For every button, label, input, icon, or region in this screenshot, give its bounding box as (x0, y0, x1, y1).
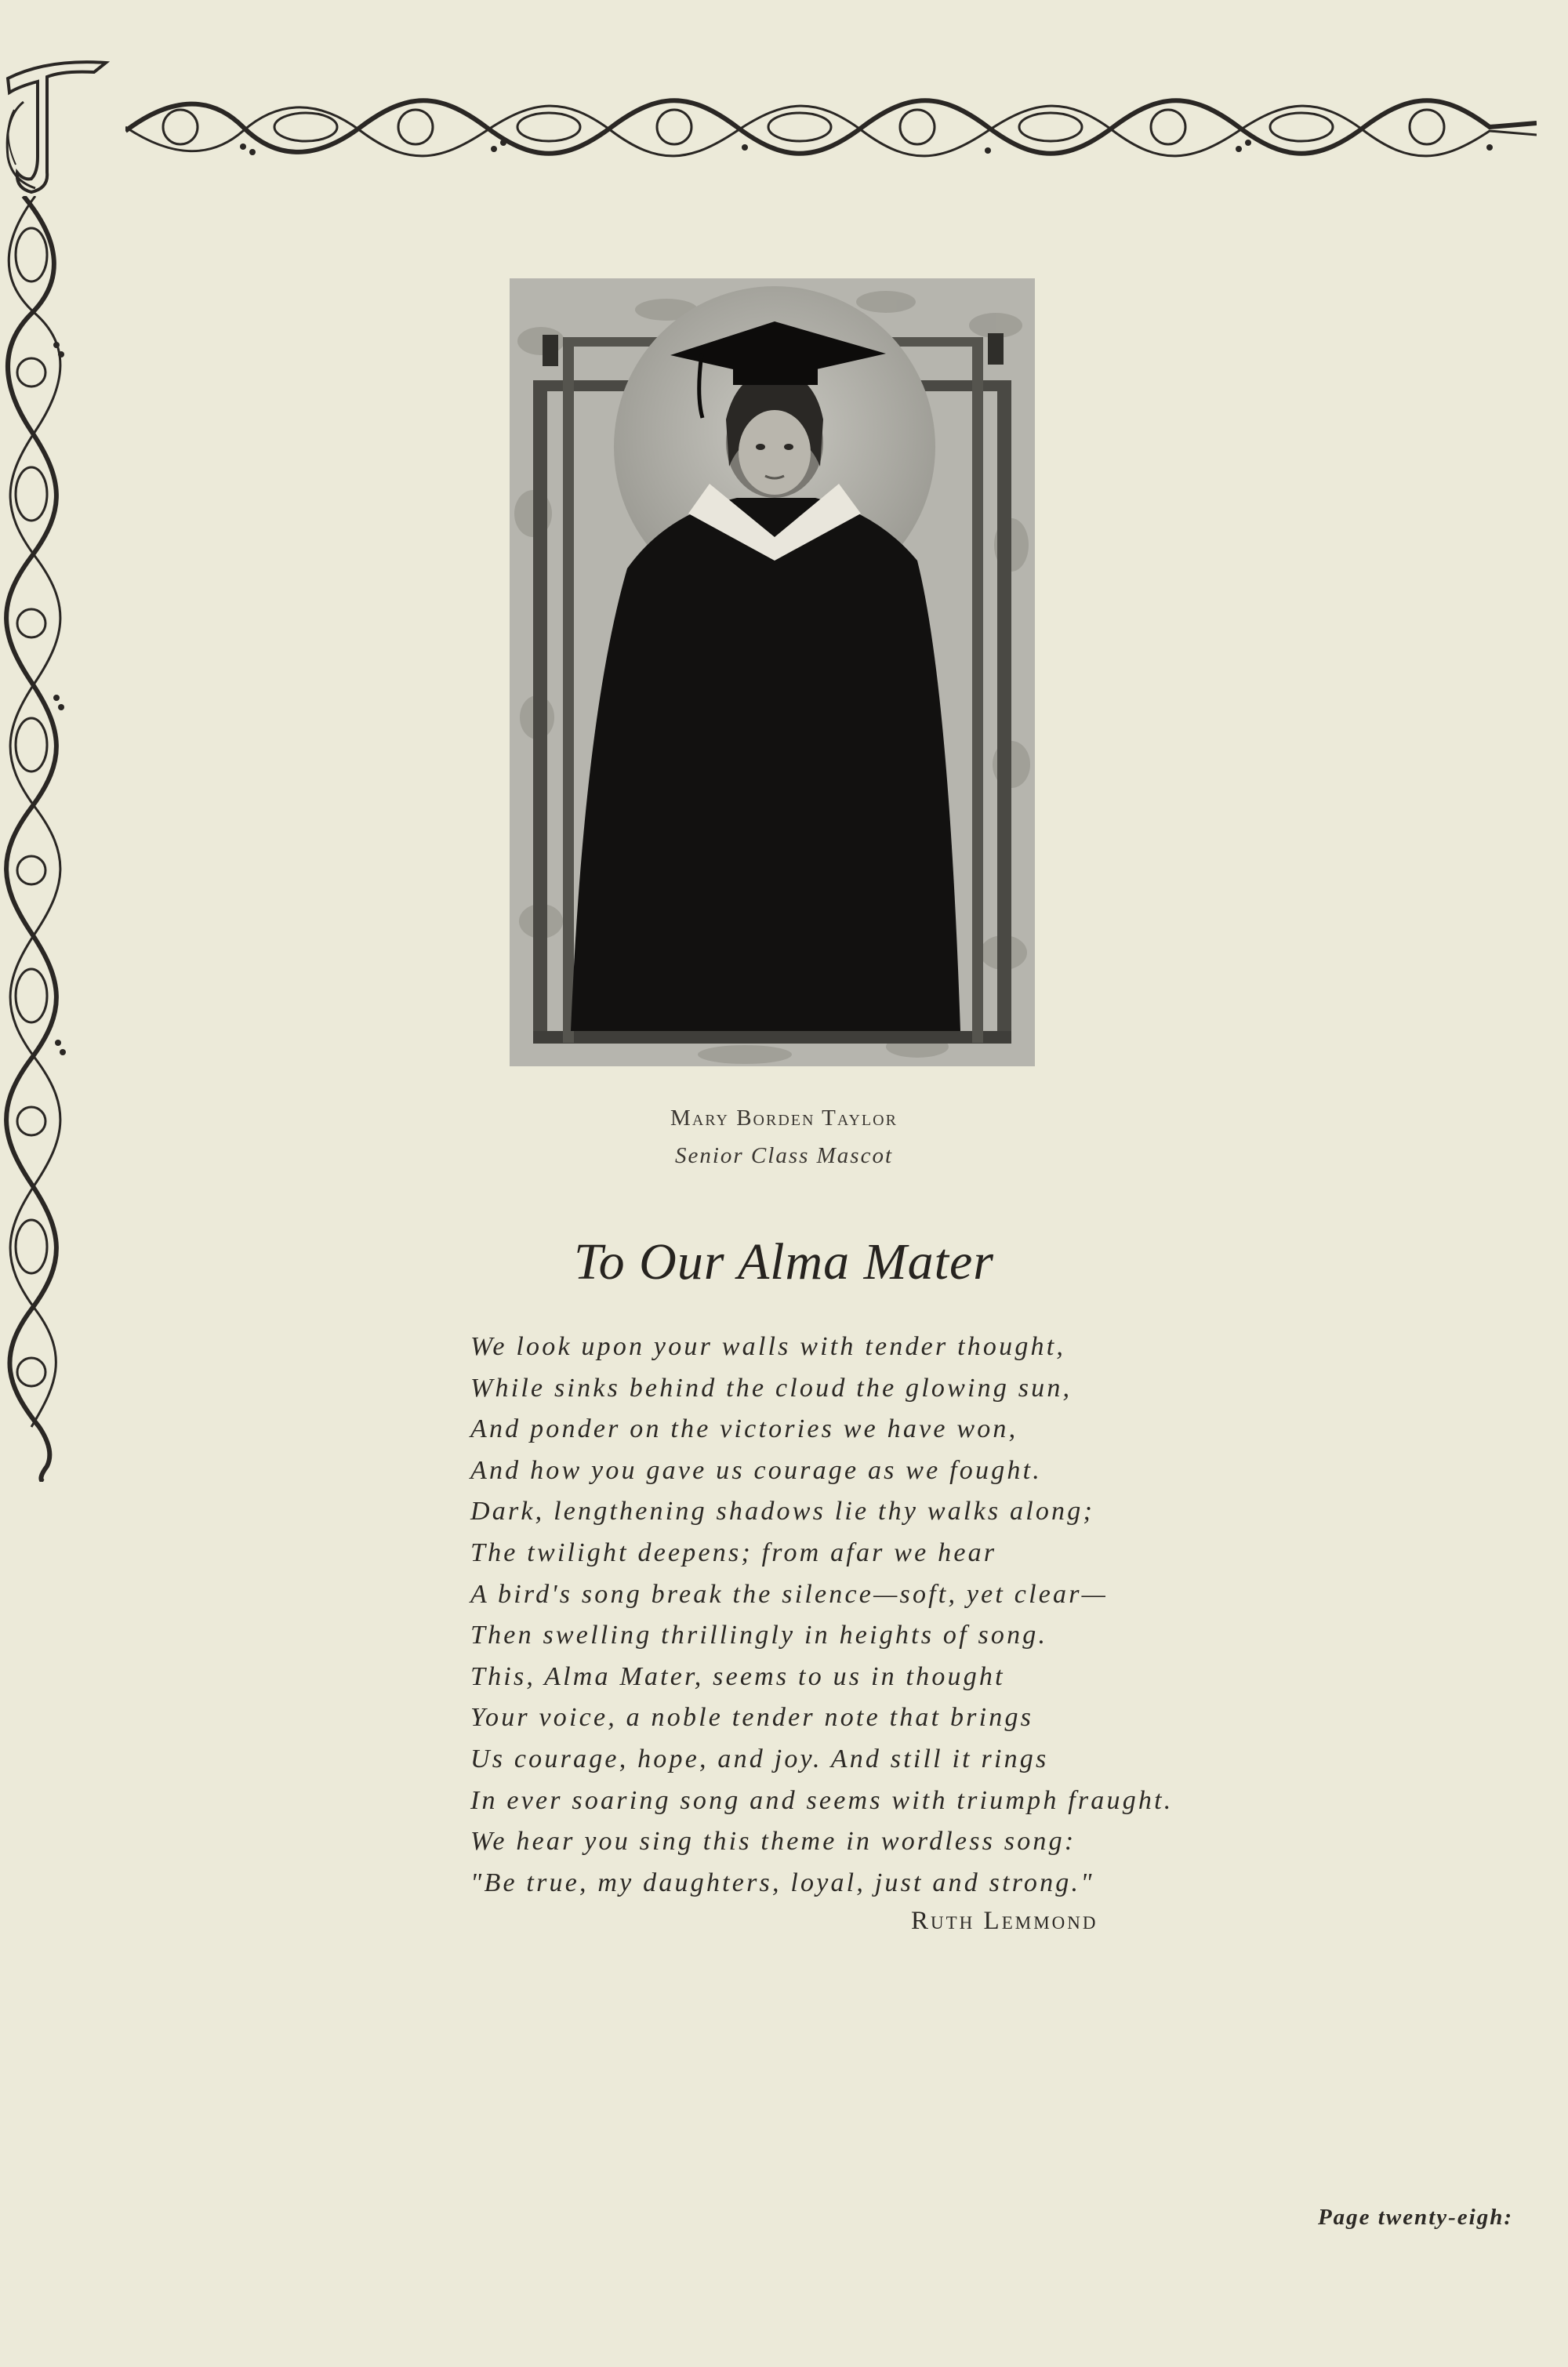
mascot-role: Senior Class Mascot (674, 1143, 894, 1168)
poem-line: Us courage, hope, and joy. And still it rings (470, 1744, 1049, 1773)
poem-line: In ever soaring song and seems with triumph fraught. (470, 1785, 1174, 1815)
poem-line: Dark, lengthening shadows lie thy walks along; (470, 1497, 1094, 1527)
poem-line: A bird's song break the silence—soft, yet clear— (470, 1579, 1109, 1609)
poem-line: And how you gave us courage as we fought. (470, 1455, 1042, 1485)
poem-line: Your voice, a noble tender note that brings (470, 1703, 1034, 1733)
mascot-name: Mary Borden Taylor (670, 1105, 898, 1131)
mascot-photo-image (510, 278, 1035, 1066)
ornamental-initial-letter (0, 55, 110, 196)
poem-line: Then swelling thrillingly in heights of song. (470, 1621, 1048, 1650)
poem-line: And ponder on the victories we have won, (470, 1414, 1018, 1444)
poem-line: We look upon your walls with tender thought, (470, 1332, 1066, 1361)
poem-line: We hear you sing this theme in wordless song: (470, 1827, 1076, 1857)
poem-line: The twilight deepens; from afar we hear (470, 1537, 997, 1567)
poem-title: To Our Alma Mater (574, 1233, 994, 1291)
mascot-photograph (510, 278, 1035, 1066)
poem-line: This, Alma Mater, seems to us in thought (470, 1661, 1005, 1691)
top-vine-ornament (125, 88, 1537, 166)
poem-body (470, 1327, 1333, 1904)
poem-line: While sinks behind the cloud the glowing sun, (470, 1373, 1073, 1403)
poem-line: "Be true, my daughters, loyal, just and strong." (470, 1868, 1094, 1897)
page-number: Page twenty-eigh: (1317, 2205, 1513, 2230)
poem-author: Ruth Lemmond (911, 1907, 1098, 1935)
